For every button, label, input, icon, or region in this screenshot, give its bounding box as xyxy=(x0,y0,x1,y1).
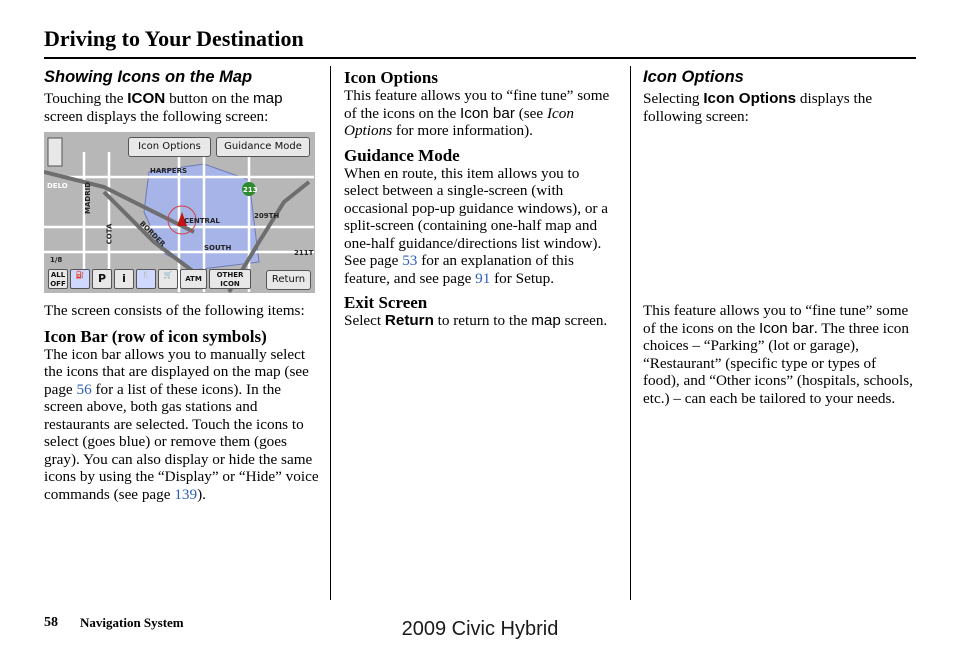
street-label: MADRID xyxy=(84,182,92,214)
page-link-56[interactable]: 56 xyxy=(76,380,92,398)
icon-options-intro-paragraph: Selecting Icon Options displays the following screen: xyxy=(643,90,873,125)
section-heading-icon-options-right: Icon Options xyxy=(643,68,744,86)
street-label: COTA xyxy=(105,223,114,245)
street-label: DELO xyxy=(47,182,68,190)
page-link-53[interactable]: 53 xyxy=(402,252,418,269)
atm-icon[interactable]: ATM xyxy=(180,269,207,289)
restaurant-icon[interactable]: 🍴 xyxy=(136,269,156,289)
icon-options-body-paragraph: This feature allows you to “fine tune” some of the icons on the Icon bar. The three icon choices – “Parking” (lot or garage), “Restaurant” (specific type or types of food), and “Other icons” (hospitals, schools, etc.) – can each be tailored to your needs. xyxy=(643,302,913,407)
icon-bar xyxy=(48,269,251,289)
street-label: BORDER xyxy=(137,219,167,249)
street-label: HARPERS xyxy=(150,167,188,175)
page-number: 58 xyxy=(44,615,58,630)
gas-station-icon[interactable]: ⛽ xyxy=(70,269,90,289)
street-label: SOUTH xyxy=(204,244,232,252)
column-right xyxy=(643,68,915,407)
section-heading-icon-options: Icon Options xyxy=(344,68,438,87)
exit-screen-paragraph: Select Return to return to the map screen. xyxy=(344,312,608,329)
section-heading-showing-icons: Showing Icons on the Map xyxy=(44,68,253,86)
page-link-139[interactable]: 139 xyxy=(174,485,198,503)
watermark: 2009 Civic Hybrid xyxy=(401,618,559,640)
icon-options-paragraph: This feature allows you to “fine tune” some of the icons on the Icon bar (see Icon Options for more information). xyxy=(344,87,610,139)
info-icon[interactable]: i xyxy=(114,269,134,289)
street-label: 209TH xyxy=(254,212,280,220)
screen-items-paragraph: The screen consists of the following items: xyxy=(44,302,305,319)
page-link-91[interactable]: 91 xyxy=(475,269,491,287)
parking-icon[interactable]: P xyxy=(92,269,112,289)
shopping-cart-icon[interactable]: 🛒 xyxy=(158,269,178,289)
column-divider-1 xyxy=(330,66,331,600)
section-heading-icon-bar: Icon Bar (row of icon symbols) xyxy=(44,326,267,346)
all-off-icon[interactable]: ALL OFF xyxy=(48,269,68,289)
section-heading-exit-screen: Exit Screen xyxy=(344,293,428,312)
page-title: Driving to Your Destination xyxy=(44,26,304,51)
column-middle xyxy=(344,68,616,330)
icon-options-button[interactable]: Icon Options xyxy=(128,137,211,157)
footer-section-label: Navigation System xyxy=(80,615,184,630)
other-icon-button[interactable]: OTHER ICON xyxy=(209,269,251,289)
column-divider-2 xyxy=(630,66,631,600)
return-button[interactable]: Return xyxy=(266,270,311,290)
section-heading-guidance-mode: Guidance Mode xyxy=(344,145,460,165)
street-label: CENTRAL xyxy=(184,217,220,225)
route-shield: 213 xyxy=(243,186,258,194)
nav-screen-screenshot xyxy=(44,132,315,293)
guidance-mode-button[interactable]: Guidance Mode xyxy=(216,137,310,157)
guidance-mode-paragraph: When en route, this item allows you to select between a single-screen (with occasional pop-up guidance windows), or a split-screen (containing one-half map and one-half guidance/directions list window). See page 53 for an explanation of this feature, and see page 91 for Setup. xyxy=(344,164,609,287)
icon-bar-paragraph: The icon bar allows you to manually select the icons that are displayed on the map (see page 56 for a list of these icons). In the screen above, both gas stations and restaurants are selected. Touch the icons to select (goes blue) or remove them (goes gray). You can also display or hide the same icons by using the “Display” or “Hide” voice commands (see page 139). xyxy=(44,345,319,503)
intro-paragraph: Touching the ICON button on the map screen displays the following screen: xyxy=(44,90,283,125)
street-label: 211T xyxy=(294,249,314,257)
title-rule xyxy=(44,57,916,59)
map-scale: 1/8 xyxy=(50,256,63,264)
